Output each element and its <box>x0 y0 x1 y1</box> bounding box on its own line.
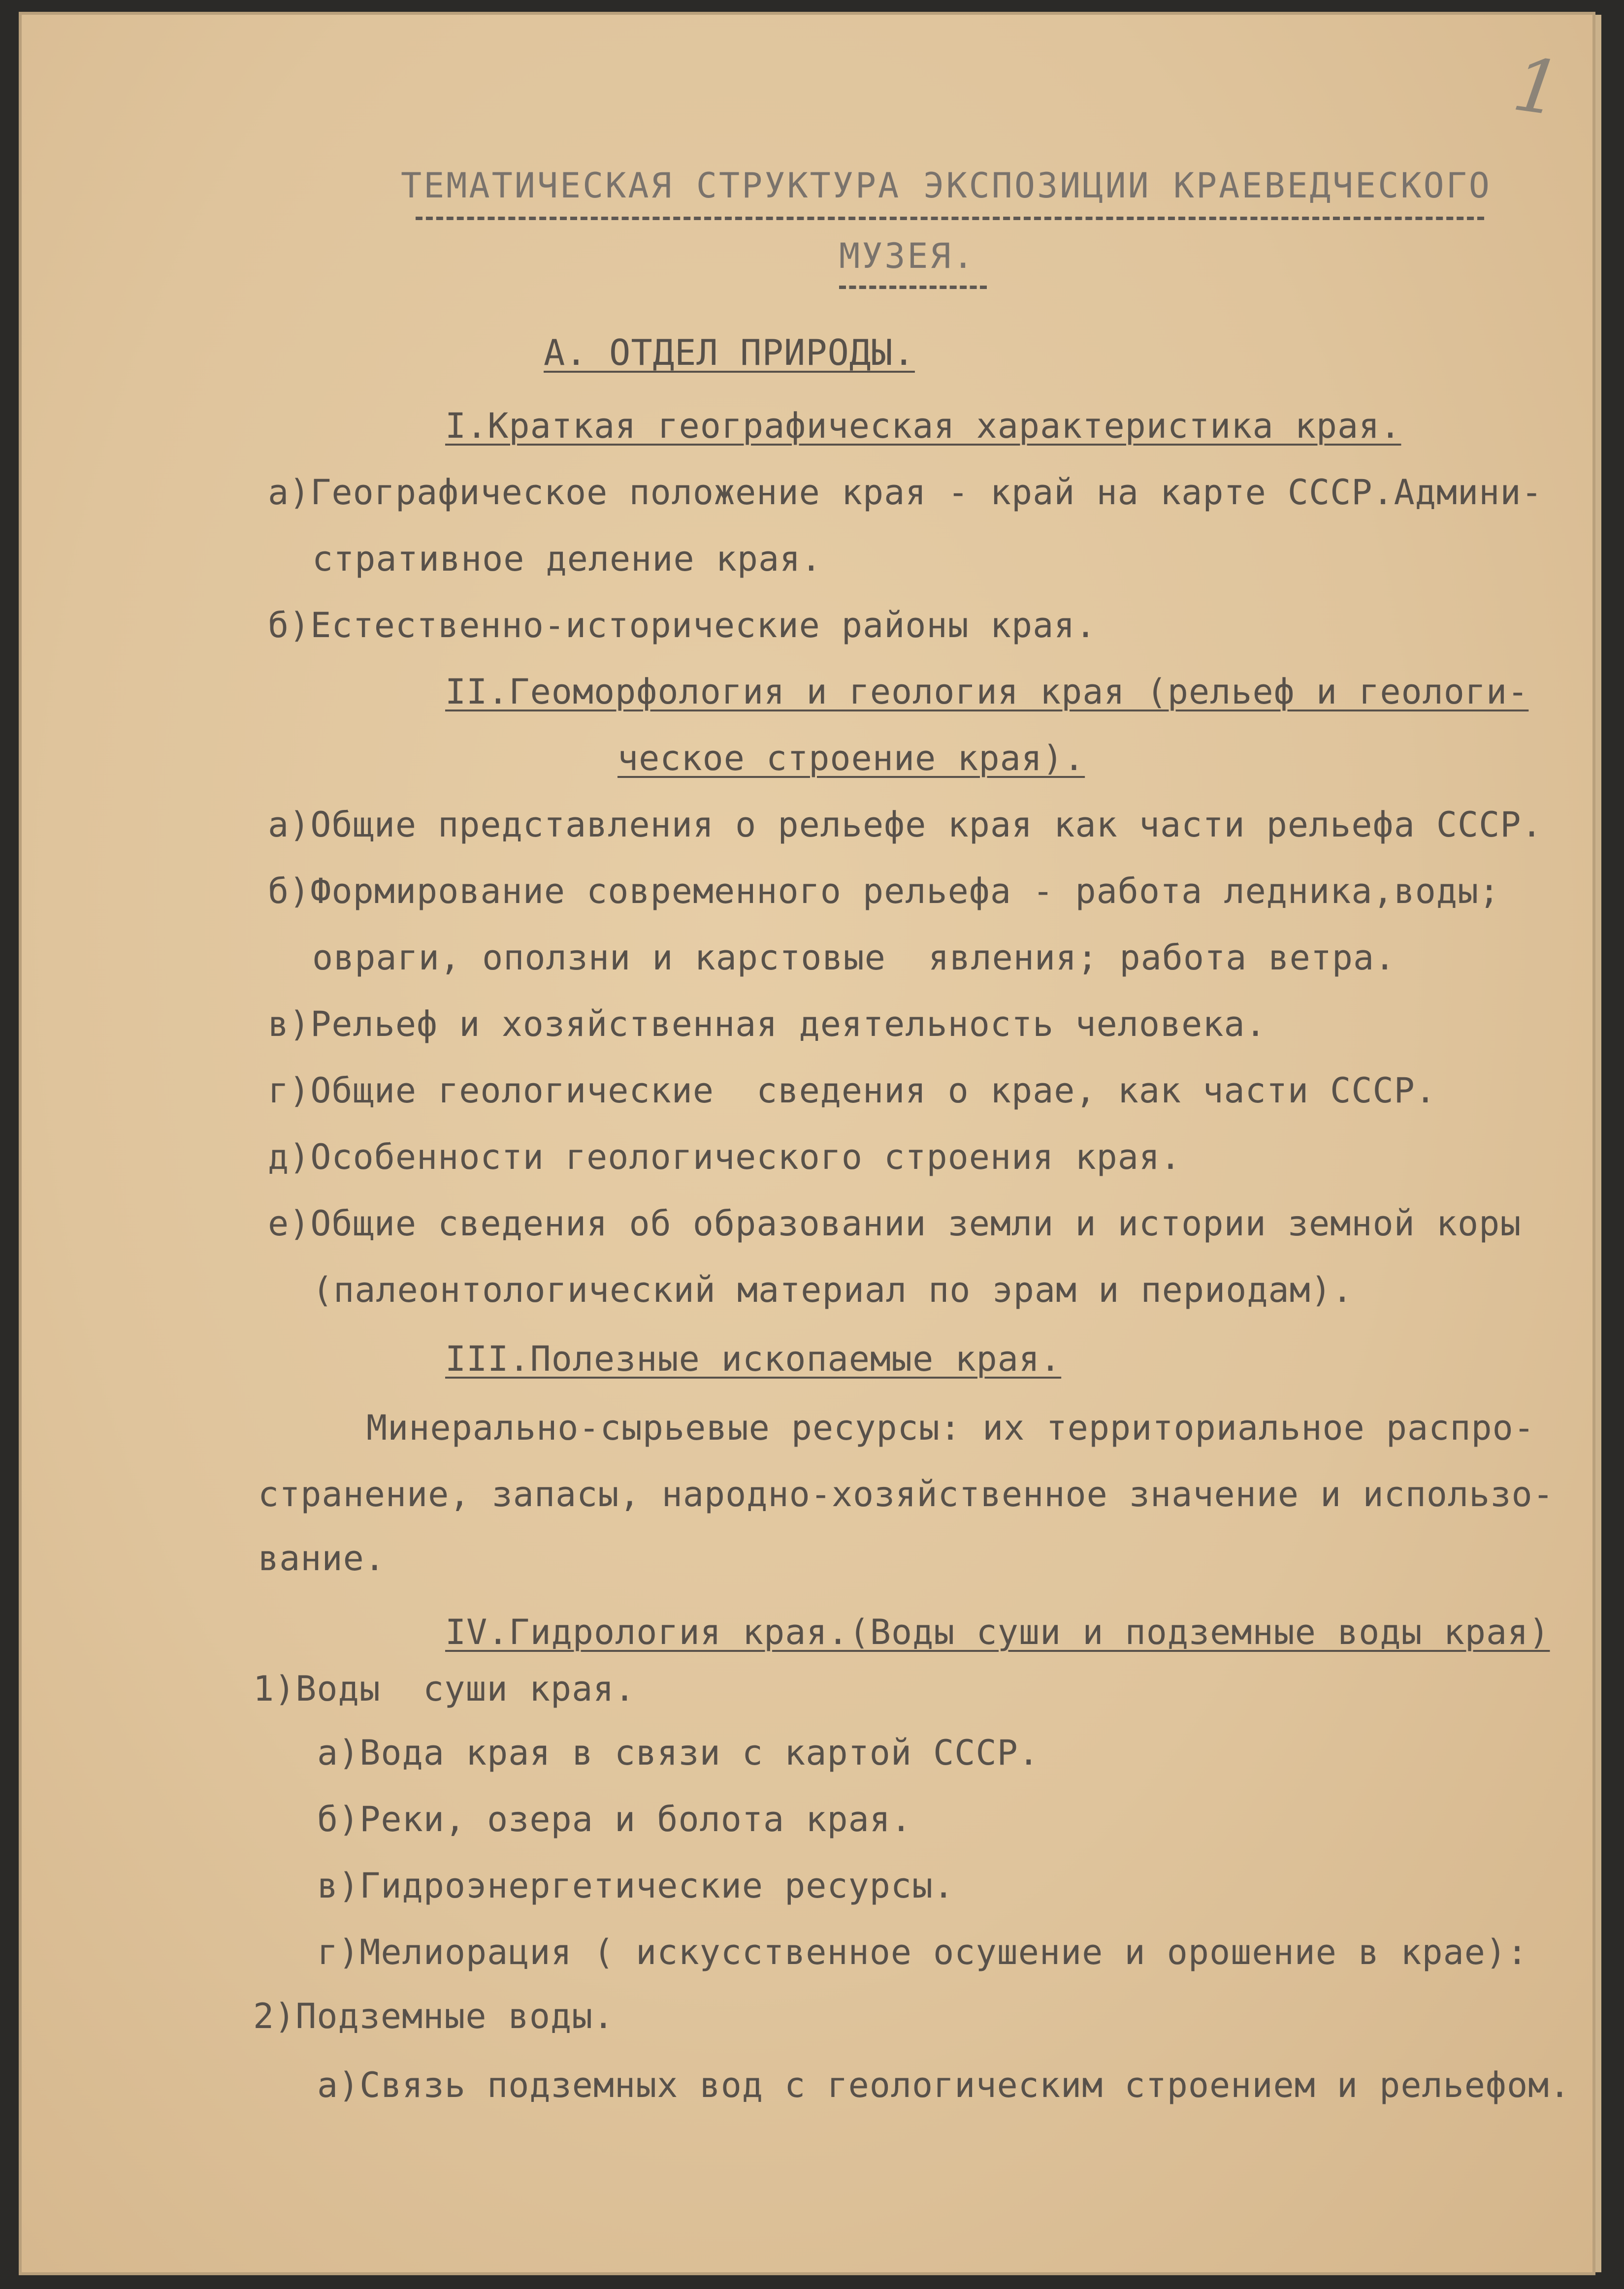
section-4-item-2: 2)Подземные воды. <box>253 1996 615 2036</box>
title-line-2: МУЗЕЯ. <box>839 236 975 276</box>
section-1-item-b: б)Естественно-исторические районы края. <box>268 605 1097 645</box>
section-2-item-e-line2: (палеонтологический материал по эрам и периодам). <box>312 1270 1354 1310</box>
section-2-item-g: г)Общие геологические сведения о крае, как части СССР. <box>268 1070 1436 1111</box>
section-4-item-1g: г)Мелиорация ( искусственное осушение и орошение в крае): <box>317 1932 1528 1972</box>
section-2-item-b-line2: овраги, оползни и карстовые явления; работа ветра. <box>312 937 1396 978</box>
section-1-item-a-line1: а)Географическое положение края - край на карте СССР.Админи- <box>268 472 1543 513</box>
section-3-paragraph-line1: Минерально-сырьевые ресурсы: их территориальное распро- <box>366 1408 1535 1448</box>
page-number: 1 <box>1508 41 1567 133</box>
section-1-heading: I.Краткая географическая характеристика края. <box>445 406 1401 446</box>
section-4-item-2a: а)Связь подземных вод с геологическим строением и рельефом. <box>317 2065 1571 2105</box>
section-4-item-1b: б)Реки, озера и болота края. <box>317 1799 912 1839</box>
section-2-item-v: в)Рельеф и хозяйственная деятельность человека. <box>268 1004 1267 1044</box>
section-3-heading: III.Полезные ископаемые края. <box>445 1339 1062 1379</box>
section-4-item-1: 1)Воды суши края. <box>253 1669 636 1709</box>
section-3-paragraph-line3: вание. <box>258 1538 386 1579</box>
title-line-1: ТЕМАТИЧЕСКАЯ СТРУКТУРА ЭКСПОЗИЦИИ КРАЕВЕДЧЕСКОГО <box>401 165 1492 206</box>
section-2-item-b-line1: б)Формирование современного рельефа - работа ледника,воды; <box>268 871 1500 911</box>
section-2-item-d: д)Особенности геологического строения края. <box>268 1137 1182 1177</box>
section-2-item-a: а)Общие представления о рельефе края как части рельефа СССР. <box>268 805 1543 845</box>
section-4-heading: IV.Гидрология края.(Воды суши и подземные воды края) <box>445 1612 1550 1652</box>
section-2-item-e-line1: е)Общие сведения об образовании земли и истории земной коры <box>268 1203 1522 1244</box>
section-2-heading-line1: II.Геоморфология и геология края (рельеф и геологи- <box>445 672 1529 712</box>
title-dashed-underline-2 <box>839 286 987 289</box>
section-4-item-1a: а)Вода края в связи с картой СССР. <box>317 1733 1039 1773</box>
section-3-paragraph-line2: странение, запасы, народно-хозяйственное значение и использо- <box>258 1474 1554 1515</box>
section-4-item-1v: в)Гидроэнергетические ресурсы. <box>317 1866 955 1906</box>
document-page <box>22 15 1592 2272</box>
section-a-heading: А. ОТДЕЛ ПРИРОДЫ. <box>544 332 915 373</box>
title-dashed-underline-1 <box>416 217 1484 220</box>
section-1-item-a-line2: стративное деление края. <box>312 539 822 579</box>
section-2-heading-line2: ческое строение края). <box>617 738 1085 778</box>
